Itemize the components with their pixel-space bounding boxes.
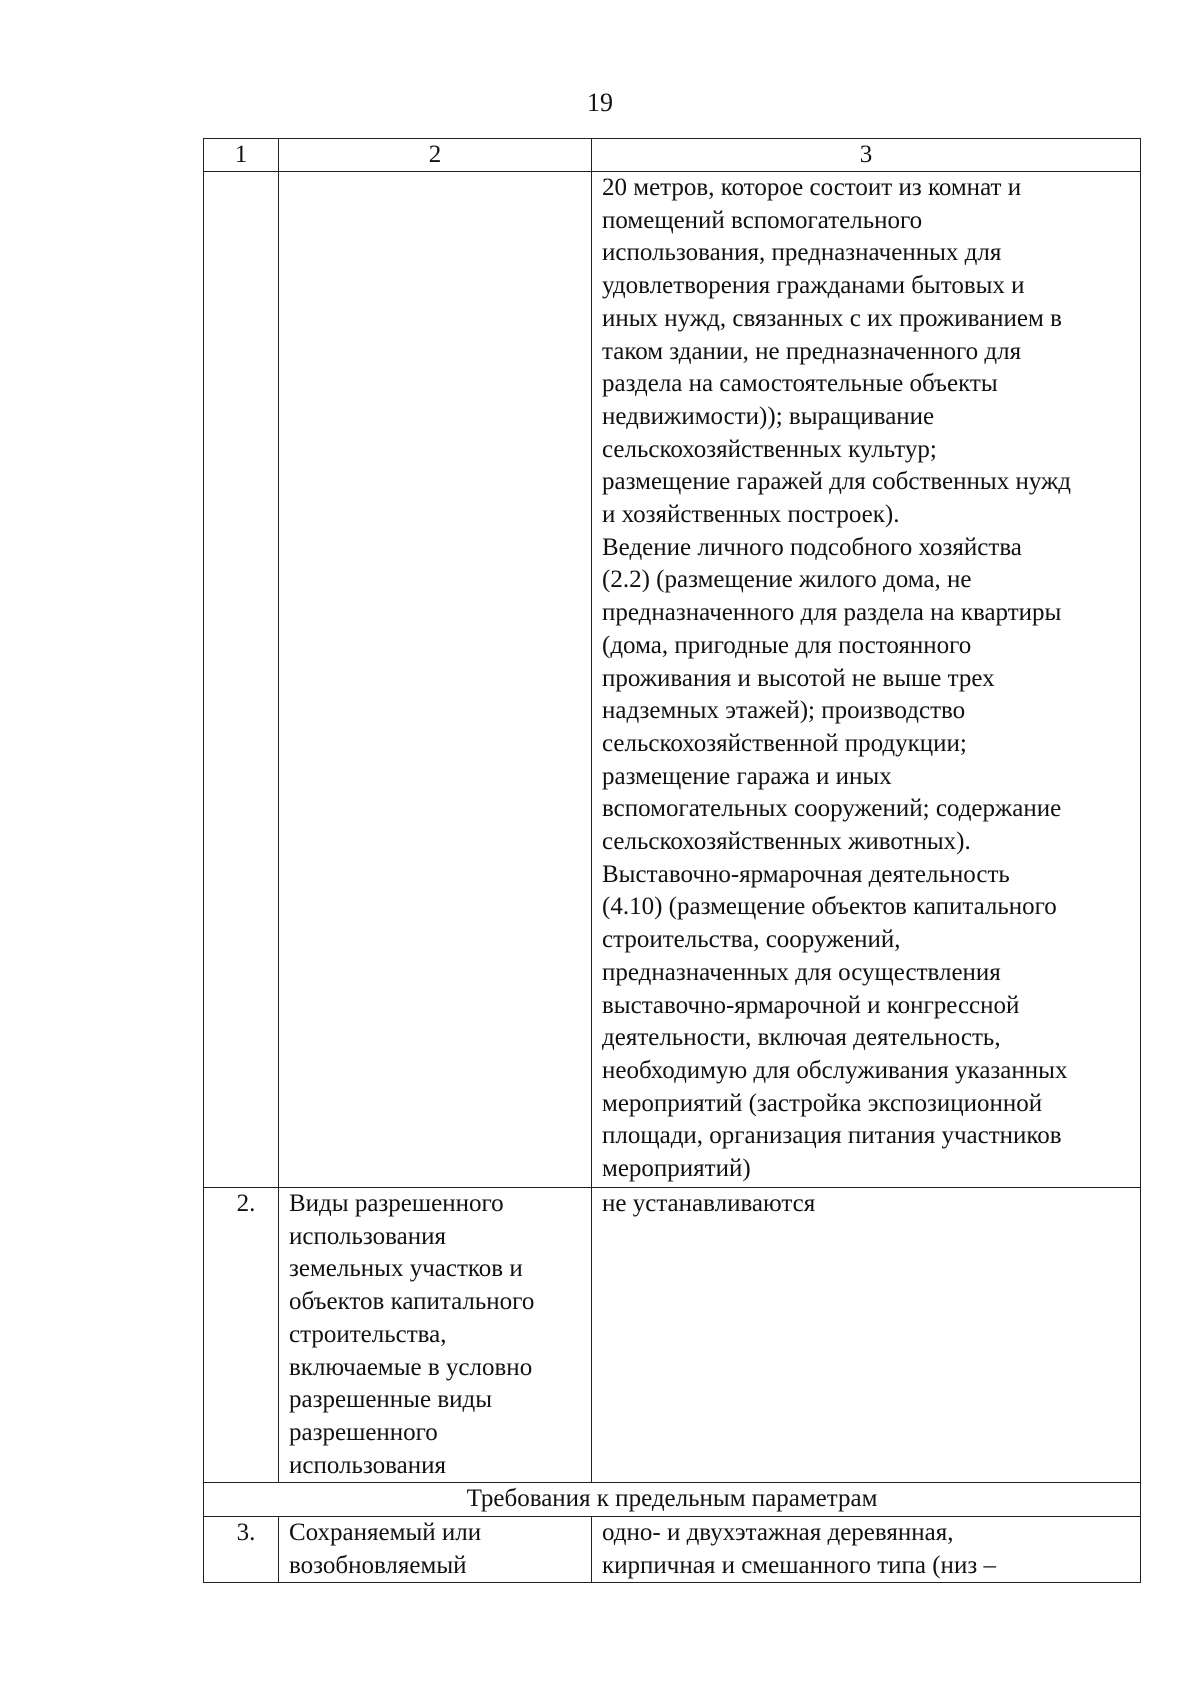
header-col-1: 1 <box>204 139 279 172</box>
row-content-cell: 20 метров, которое состоит из комнат и помещений вспомогательного использования, предназначенных для удовлетворения гражданами бытовых и иных нужд, связанных с их проживанием в таком здании, не предназначенного для раздела на самостоятельные объекты недвижимости)); выращивание сельскохозяйственных культур; размещение гаражей для собственных нужд и хозяйственных построек). Ведение личного подсобного хозяйства (2.2) (размещение жилого дома, не предназначенного для раздела на квартиры (дома, пригодные для постоянного проживания и высотой не выше трех надземных этажей); производство сельскохозяйственной продукции; размещение гаража и иных вспомогательных сооружений; содержание сельскохозяйственных животных). Выставочно-ярмарочная деятельность (4.10) (размещение объектов капитального строительства, сооружений, предназначенных для осуществления выставочно-ярмарочной и конгрессной деятельности, включая деятельность, необходимую для обслуживания указанных мероприятий (застройка экспозиционной площади, организация питания участников мероприятий) <box>592 172 1141 1188</box>
row-number: 3. <box>236 1519 256 1547</box>
header-col-2: 2 <box>279 139 592 172</box>
page-number: 19 <box>587 88 613 117</box>
row-number-cell <box>204 1188 279 1483</box>
row-content-cell: не устанавливаются <box>592 1188 1141 1483</box>
row-number-cell <box>204 172 279 1188</box>
header-col-3: 3 <box>592 139 1141 172</box>
row-number-cell <box>204 1517 279 1583</box>
section-title: Требования к предельным параметрам <box>204 1483 1141 1517</box>
table-row <box>204 172 1141 1188</box>
regulations-table <box>203 138 1141 1583</box>
row-content-cell: одно- и двухэтажная деревянная, кирпичная и смешанного типа (низ – <box>592 1517 1141 1583</box>
row-name-cell <box>279 172 592 1188</box>
table-row <box>204 1517 1141 1583</box>
table-row <box>204 1188 1141 1483</box>
row-name-cell: Сохраняемый или возобновляемый <box>279 1517 592 1583</box>
table-header-row <box>204 139 1141 172</box>
row-name-cell: Виды разрешенного использования земельных участков и объектов капитального строительства, включаемые в условно разрешенные виды разрешенного использования <box>279 1188 592 1483</box>
row-number: 2. <box>236 1190 256 1217</box>
section-title-row <box>204 1483 1141 1517</box>
